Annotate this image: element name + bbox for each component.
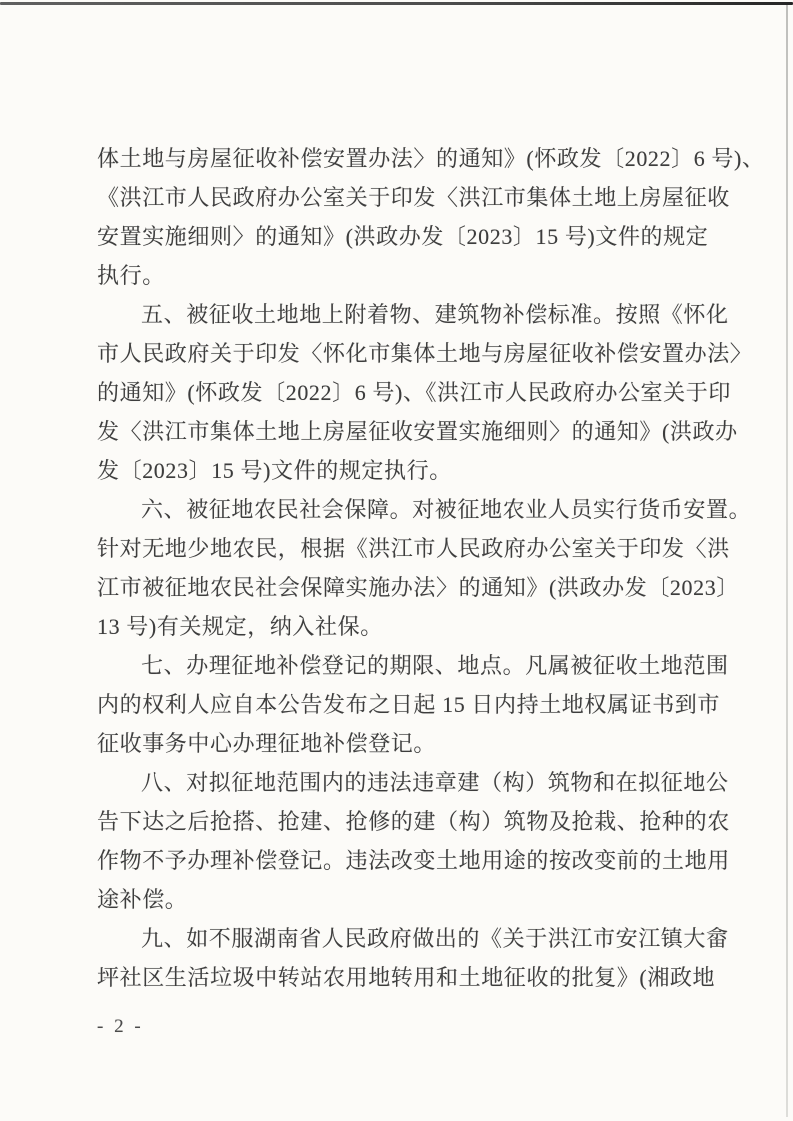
text-line: 执行。 <box>97 263 165 288</box>
text-line: 作物不予办理补偿登记。违法改变土地用途的按改变前的土地用 <box>97 848 730 873</box>
text-line: 六、被征地农民社会保障。对被征地农业人员实行货币安置。 <box>141 497 752 522</box>
text-line: 体土地与房屋征收补偿安置办法〉的通知》(怀政发〔2022〕6 号)、 <box>97 146 765 171</box>
paragraph-continuation <box>97 139 765 295</box>
text-line: 途补偿。 <box>97 887 188 912</box>
text-line: 针对无地少地农民，根据《洪江市人民政府办公室关于印发〈洪 <box>97 536 730 561</box>
paragraph-item-8 <box>97 763 730 919</box>
text-line: 七、办理征地补偿登记的期限、地点。凡属被征收土地范围 <box>141 653 729 678</box>
text-line: 内的权利人应自本公告发布之日起 15 日内持土地权属证书到市 <box>97 692 721 717</box>
scan-edge-top-line <box>0 2 793 5</box>
paragraph-item-5 <box>97 295 753 490</box>
page-number: - 2 - <box>97 1016 144 1037</box>
text-line: 征收事务中心办理征地补偿登记。 <box>97 731 437 756</box>
text-line: 13 号)有关规定，纳入社保。 <box>97 614 383 639</box>
text-line: 江市被征地农民社会保障实施办法〉的通知》(洪政办发〔2023〕 <box>97 575 739 600</box>
paragraph-item-6 <box>97 490 752 646</box>
text-line: 八、对拟征地范围内的违法违章建（构）筑物和在拟征地公 <box>141 770 729 795</box>
text-line: 安置实施细则〉的通知》(洪政办发〔2023〕15 号)文件的规定 <box>97 224 709 249</box>
text-line: 五、被征收土地地上附着物、建筑物补偿标准。按照《怀化 <box>141 302 729 327</box>
text-line: 的通知》(怀政发〔2022〕6 号)、《洪江市人民政府办公室关于印 <box>97 380 731 405</box>
text-line: 《洪江市人民政府办公室关于印发〈洪江市集体土地上房屋征收 <box>97 185 730 210</box>
paragraph-item-9 <box>97 919 729 997</box>
document-body <box>97 139 765 997</box>
text-line: 九、如不服湖南省人民政府做出的《关于洪江市安江镇大畲 <box>141 926 729 951</box>
text-line: 发〈洪江市集体土地上房屋征收安置实施细则〉的通知》(洪政办 <box>97 419 738 444</box>
text-line: 发〔2023〕15 号)文件的规定执行。 <box>97 458 452 483</box>
text-line: 坪社区生活垃圾中转站农用地转用和土地征收的批复》(湘政地 <box>97 965 716 990</box>
scan-edge-right-line <box>786 5 788 1117</box>
paragraph-item-7 <box>97 646 729 763</box>
text-line: 市人民政府关于印发〈怀化市集体土地与房屋征收补偿安置办法〉 <box>97 341 753 366</box>
text-line: 告下达之后抢搭、抢建、抢修的建（构）筑物及抢栽、抢种的农 <box>97 809 730 834</box>
